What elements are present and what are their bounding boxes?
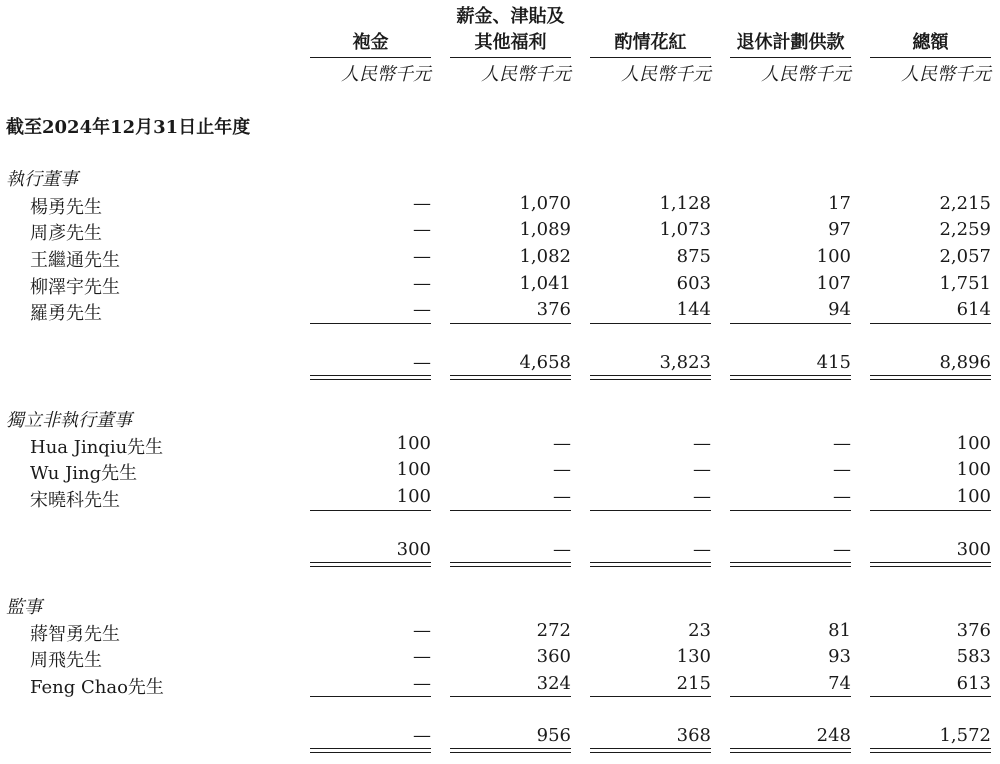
cell-salaries: 1,089 <box>519 219 571 240</box>
row-name: 蔣智勇先生 <box>30 624 120 645</box>
total-double-rule <box>590 748 711 753</box>
cell-total: 614 <box>956 299 991 320</box>
cell-salaries: 1,070 <box>519 193 571 214</box>
cell-pension: 81 <box>828 620 851 641</box>
cell-fees: — <box>413 273 431 294</box>
period-heading: 截至2024年12月31日止年度 <box>6 117 251 138</box>
cell-pension: 100 <box>816 246 851 267</box>
total-double-rule <box>590 375 711 380</box>
total-double-rule <box>450 562 571 567</box>
cell-fees: — <box>413 299 431 320</box>
subtotal-rule <box>590 696 711 697</box>
total-bonus: — <box>693 539 711 560</box>
row-name: 羅勇先生 <box>30 303 102 324</box>
cell-salaries: 360 <box>536 646 571 667</box>
row-name: Wu Jing先生 <box>30 463 138 484</box>
cell-total: 2,215 <box>939 193 991 214</box>
column-header-bonus <box>590 30 711 56</box>
total-pension: 248 <box>816 725 851 746</box>
column-title: 退休計劃供款 <box>736 32 845 53</box>
row-name: 楊勇先生 <box>30 197 102 218</box>
total-salaries: — <box>553 539 571 560</box>
cell-salaries: 376 <box>536 299 571 320</box>
column-header-salaries <box>450 4 571 56</box>
header-rule <box>450 57 571 58</box>
subtotal-rule <box>590 323 711 324</box>
cell-pension: — <box>833 459 851 480</box>
column-title: 總額 <box>912 32 949 53</box>
cell-fees: 100 <box>396 433 431 454</box>
total-bonus: 368 <box>676 725 711 746</box>
cell-salaries: — <box>553 486 571 507</box>
subtotal-rule <box>310 323 431 324</box>
total-pension: 415 <box>816 352 851 373</box>
row-name: 周彥先生 <box>30 223 102 244</box>
subtotal-rule <box>870 696 991 697</box>
unit-label: 人民幣千元 <box>621 64 711 85</box>
cell-fees: — <box>413 620 431 641</box>
total-double-rule <box>450 375 571 380</box>
cell-pension: 107 <box>816 273 851 294</box>
cell-salaries: 1,041 <box>519 273 571 294</box>
cell-fees: — <box>413 219 431 240</box>
column-title: 酌情花紅 <box>614 32 687 53</box>
section-heading: 獨立非執行董事 <box>6 410 132 431</box>
section-heading: 監事 <box>6 597 42 618</box>
header-rule <box>590 57 711 58</box>
cell-bonus: 130 <box>676 646 711 667</box>
header-rule <box>730 57 851 58</box>
cell-total: 100 <box>956 433 991 454</box>
cell-pension: 94 <box>828 299 851 320</box>
total-fees: 300 <box>396 539 431 560</box>
cell-total: 100 <box>956 486 991 507</box>
subtotal-rule <box>590 510 711 511</box>
column-title-line: 薪金、津貼及 <box>456 6 565 27</box>
unit-label: 人民幣千元 <box>481 64 571 85</box>
row-name: 周飛先生 <box>30 650 102 671</box>
row-name: 柳澤宇先生 <box>30 277 120 298</box>
unit-label: 人民幣千元 <box>901 64 991 85</box>
total-fees: — <box>413 352 431 373</box>
cell-pension: 93 <box>828 646 851 667</box>
cell-salaries: 324 <box>536 673 571 694</box>
cell-pension: — <box>833 433 851 454</box>
total-pension: — <box>833 539 851 560</box>
total-salaries: 956 <box>536 725 571 746</box>
row-name: 宋曉科先生 <box>30 490 120 511</box>
cell-salaries: — <box>553 433 571 454</box>
total-double-rule <box>730 375 851 380</box>
total-salaries: 4,658 <box>519 352 571 373</box>
total-fees: — <box>413 725 431 746</box>
cell-fees: 100 <box>396 486 431 507</box>
subtotal-rule <box>450 510 571 511</box>
total-total: 8,896 <box>939 352 991 373</box>
cell-bonus: 144 <box>676 299 711 320</box>
cell-pension: — <box>833 486 851 507</box>
subtotal-rule <box>450 323 571 324</box>
cell-salaries: 1,082 <box>519 246 571 267</box>
subtotal-rule <box>730 323 851 324</box>
total-double-rule <box>310 748 431 753</box>
column-title-line: 其他福利 <box>474 32 547 53</box>
total-double-rule <box>730 562 851 567</box>
subtotal-rule <box>730 510 851 511</box>
cell-fees: 100 <box>396 459 431 480</box>
cell-pension: 97 <box>828 219 851 240</box>
header-rule <box>870 57 991 58</box>
total-bonus: 3,823 <box>659 352 711 373</box>
subtotal-rule <box>870 510 991 511</box>
subtotal-rule <box>310 696 431 697</box>
total-double-rule <box>590 562 711 567</box>
total-double-rule <box>450 748 571 753</box>
header-rule <box>310 57 431 58</box>
column-header-total <box>870 30 991 56</box>
cell-fees: — <box>413 673 431 694</box>
cell-pension: 17 <box>828 193 851 214</box>
total-double-rule <box>310 562 431 567</box>
column-title: 袍金 <box>352 32 389 53</box>
cell-bonus: — <box>693 433 711 454</box>
total-double-rule <box>870 375 991 380</box>
total-double-rule <box>870 748 991 753</box>
cell-bonus: 1,073 <box>659 219 711 240</box>
cell-bonus: — <box>693 459 711 480</box>
total-total: 1,572 <box>939 725 991 746</box>
cell-fees: — <box>413 193 431 214</box>
cell-pension: 74 <box>828 673 851 694</box>
cell-total: 2,057 <box>939 246 991 267</box>
column-header-fees <box>310 30 431 56</box>
cell-salaries: 272 <box>536 620 571 641</box>
subtotal-rule <box>310 510 431 511</box>
cell-total: 376 <box>956 620 991 641</box>
row-name: Hua Jinqiu先生 <box>30 437 164 458</box>
unit-label: 人民幣千元 <box>341 64 431 85</box>
cell-total: 583 <box>956 646 991 667</box>
cell-bonus: 1,128 <box>659 193 711 214</box>
cell-bonus: 215 <box>676 673 711 694</box>
cell-bonus: 603 <box>676 273 711 294</box>
column-header-pension <box>730 30 851 56</box>
row-name: 王繼通先生 <box>30 250 120 271</box>
total-double-rule <box>730 748 851 753</box>
subtotal-rule <box>450 696 571 697</box>
total-total: 300 <box>956 539 991 560</box>
section-heading: 執行董事 <box>6 169 78 190</box>
cell-total: 100 <box>956 459 991 480</box>
total-double-rule <box>870 562 991 567</box>
cell-total: 2,259 <box>939 219 991 240</box>
row-name: Feng Chao先生 <box>30 677 164 698</box>
cell-fees: — <box>413 246 431 267</box>
cell-fees: — <box>413 646 431 667</box>
total-double-rule <box>310 375 431 380</box>
cell-bonus: — <box>693 486 711 507</box>
subtotal-rule <box>730 696 851 697</box>
cell-bonus: 23 <box>688 620 711 641</box>
cell-bonus: 875 <box>676 246 711 267</box>
subtotal-rule <box>870 323 991 324</box>
cell-total: 613 <box>956 673 991 694</box>
cell-salaries: — <box>553 459 571 480</box>
unit-label: 人民幣千元 <box>761 64 851 85</box>
cell-total: 1,751 <box>939 273 991 294</box>
